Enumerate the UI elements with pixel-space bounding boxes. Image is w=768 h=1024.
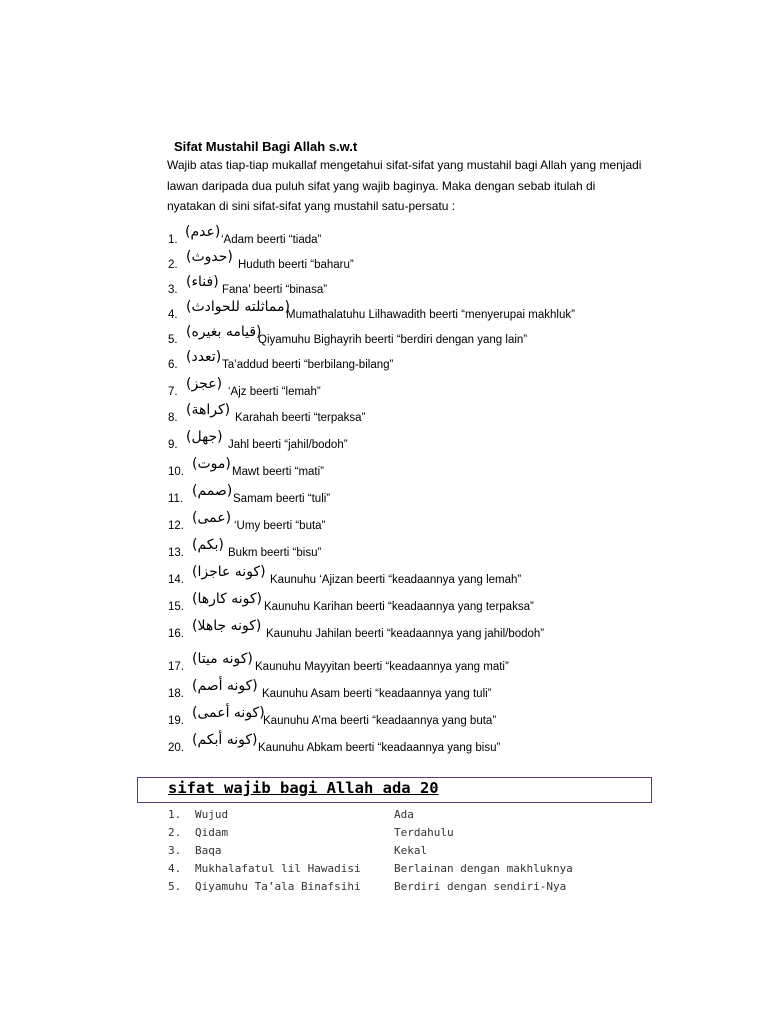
arabic-term: (عدم) — [185, 224, 221, 240]
mustahil-item — [0, 732, 768, 762]
item-description: Samam beerti “tuli” — [233, 493, 331, 505]
arabic-term: (صمم) — [192, 483, 233, 499]
item-number: 17. — [168, 661, 184, 673]
wajib-number: 4. — [168, 862, 182, 875]
item-description: ‘Umy beerti “buta” — [234, 520, 326, 532]
arabic-term: (حدوث) — [186, 249, 233, 265]
arabic-term: (كونه كارها) — [192, 591, 263, 607]
item-description: Karahah beerti “terpaksa” — [235, 412, 366, 424]
mustahil-item — [0, 376, 768, 406]
page-title: Sifat Mustahil Bagi Allah s.w.t — [174, 139, 358, 154]
wajib-number: 5. — [168, 880, 182, 893]
mustahil-item — [0, 299, 768, 329]
item-number: 20. — [168, 742, 184, 754]
wajib-meaning: Terdahulu — [394, 826, 454, 839]
arabic-term: (كونه أصم) — [192, 678, 258, 694]
item-description: Mawt beerti “mati” — [232, 466, 325, 478]
arabic-term: (مماثلته للحوادث) — [186, 299, 290, 315]
item-description: Kaunuhu Karihan beerti “keadaannya yang terpaksa” — [264, 601, 534, 613]
mustahil-item — [0, 483, 768, 513]
mustahil-item — [0, 678, 768, 708]
item-description: Ta’addud beerti “berbilang-bilang” — [222, 359, 394, 371]
item-number: 10. — [168, 466, 184, 478]
intro-line: Wajib atas tiap-tiap mukallaf mengetahui sifat-sifat yang mustahil bagi Allah yang menjadi — [167, 158, 642, 172]
item-number: 3. — [168, 284, 178, 296]
item-description: Kaunuhu A’ma beerti “keadaannya yang buta” — [263, 715, 497, 727]
intro-paragraph — [167, 155, 687, 217]
wajib-meaning: Ada — [394, 808, 414, 821]
mustahil-item — [0, 537, 768, 567]
mustahil-item — [0, 564, 768, 594]
mustahil-item — [0, 324, 768, 354]
item-number: 5. — [168, 334, 178, 346]
item-number: 19. — [168, 715, 184, 727]
arabic-term: (عمى) — [192, 510, 232, 526]
mustahil-item — [0, 349, 768, 379]
item-number: 2. — [168, 259, 178, 271]
mustahil-item — [0, 224, 768, 254]
item-description: Fana’ beerti “binasa” — [222, 284, 328, 296]
wajib-meaning: Kekal — [394, 844, 428, 857]
arabic-term: (كونه عاجزا) — [192, 564, 266, 580]
arabic-term: (عجز) — [186, 376, 223, 392]
mustahil-item — [0, 618, 768, 648]
item-description: ‘Ajz beerti “lemah” — [228, 386, 321, 398]
item-description: ‘Adam beerti “tiada” — [221, 234, 322, 246]
wajib-meaning: Berlainan dengan makhluknya — [394, 862, 573, 875]
arabic-term: (كونه أبكم) — [192, 732, 258, 748]
arabic-term: (كراهة) — [186, 402, 231, 418]
wajib-number: 3. — [168, 844, 182, 857]
item-number: 11. — [168, 493, 184, 505]
item-description: Kaunuhu Mayyitan beerti “keadaannya yang mati” — [255, 661, 509, 673]
arabic-term: (تعدد) — [186, 349, 222, 365]
item-description: Kaunuhu ‘Ajizan beerti “keadaannya yang lemah” — [270, 574, 522, 586]
wajib-name: Baqa — [195, 844, 222, 857]
item-number: 6. — [168, 359, 178, 371]
item-description: Huduth beerti “baharu” — [238, 259, 354, 271]
mustahil-item — [0, 510, 768, 540]
arabic-term: (جهل) — [186, 429, 223, 445]
mustahil-item — [0, 274, 768, 304]
arabic-term: (بكم) — [192, 537, 224, 553]
item-number: 15. — [168, 601, 184, 613]
intro-line: lawan daripada dua puluh sifat yang wajib baginya. Maka dengan sebab itulah di — [167, 178, 596, 193]
mustahil-item — [0, 705, 768, 735]
mustahil-item — [0, 249, 768, 279]
item-description: Kaunuhu Abkam beerti “keadaannya yang bisu” — [258, 742, 501, 754]
wajib-number: 2. — [168, 826, 182, 839]
arabic-term: (كونه أعمى) — [192, 705, 265, 721]
wajib-name: Mukhalafatul lil Hawadisi — [195, 862, 361, 875]
arabic-term: (فناء) — [186, 274, 219, 290]
item-number: 18. — [168, 688, 184, 700]
item-description: Qiyamuhu Bighayrih beerti “berdiri dengan yang lain” — [258, 334, 528, 346]
item-number: 9. — [168, 439, 178, 451]
item-description: Kaunuhu Jahilan beerti “keadaannya yang jahil/bodoh” — [266, 628, 545, 640]
arabic-term: (موت) — [192, 456, 231, 472]
item-number: 14. — [168, 574, 184, 586]
item-description: Jahl beerti “jahil/bodoh” — [228, 439, 348, 451]
wajib-heading: sifat wajib bagi Allah ada 20 — [168, 779, 439, 797]
item-number: 4. — [168, 309, 178, 321]
item-description: Kaunuhu Asam beerti “keadaannya yang tuli” — [262, 688, 492, 700]
item-number: 7. — [168, 386, 178, 398]
mustahil-item — [0, 591, 768, 621]
wajib-heading-box — [137, 777, 652, 803]
item-number: 1. — [168, 234, 178, 246]
wajib-name: Wujud — [195, 808, 229, 821]
item-description: Mumathalatuhu Lilhawadith beerti “menyerupai makhluk” — [286, 309, 575, 321]
mustahil-item — [0, 429, 768, 459]
item-number: 12. — [168, 520, 184, 532]
item-number: 8. — [168, 412, 178, 424]
item-description: Bukm beerti “bisu” — [228, 547, 322, 559]
arabic-term: (كونه ميتا) — [192, 651, 253, 667]
item-number: 16. — [168, 628, 184, 640]
mustahil-item — [0, 456, 768, 486]
arabic-term: (قيامه بغيره) — [186, 324, 262, 340]
wajib-name: Qiyamuhu Ta’ala Binafsihi — [195, 880, 361, 893]
intro-line: nyatakan di sini sifat-sifat yang mustahil satu-persatu : — [167, 199, 456, 213]
wajib-number: 1. — [168, 808, 182, 821]
mustahil-item — [0, 402, 768, 432]
wajib-meaning: Berdiri dengan sendiri-Nya — [394, 880, 567, 893]
mustahil-item — [0, 651, 768, 681]
item-number: 13. — [168, 547, 184, 559]
arabic-term: (كونه جاهلا) — [192, 618, 262, 634]
wajib-name: Qidam — [195, 826, 229, 839]
